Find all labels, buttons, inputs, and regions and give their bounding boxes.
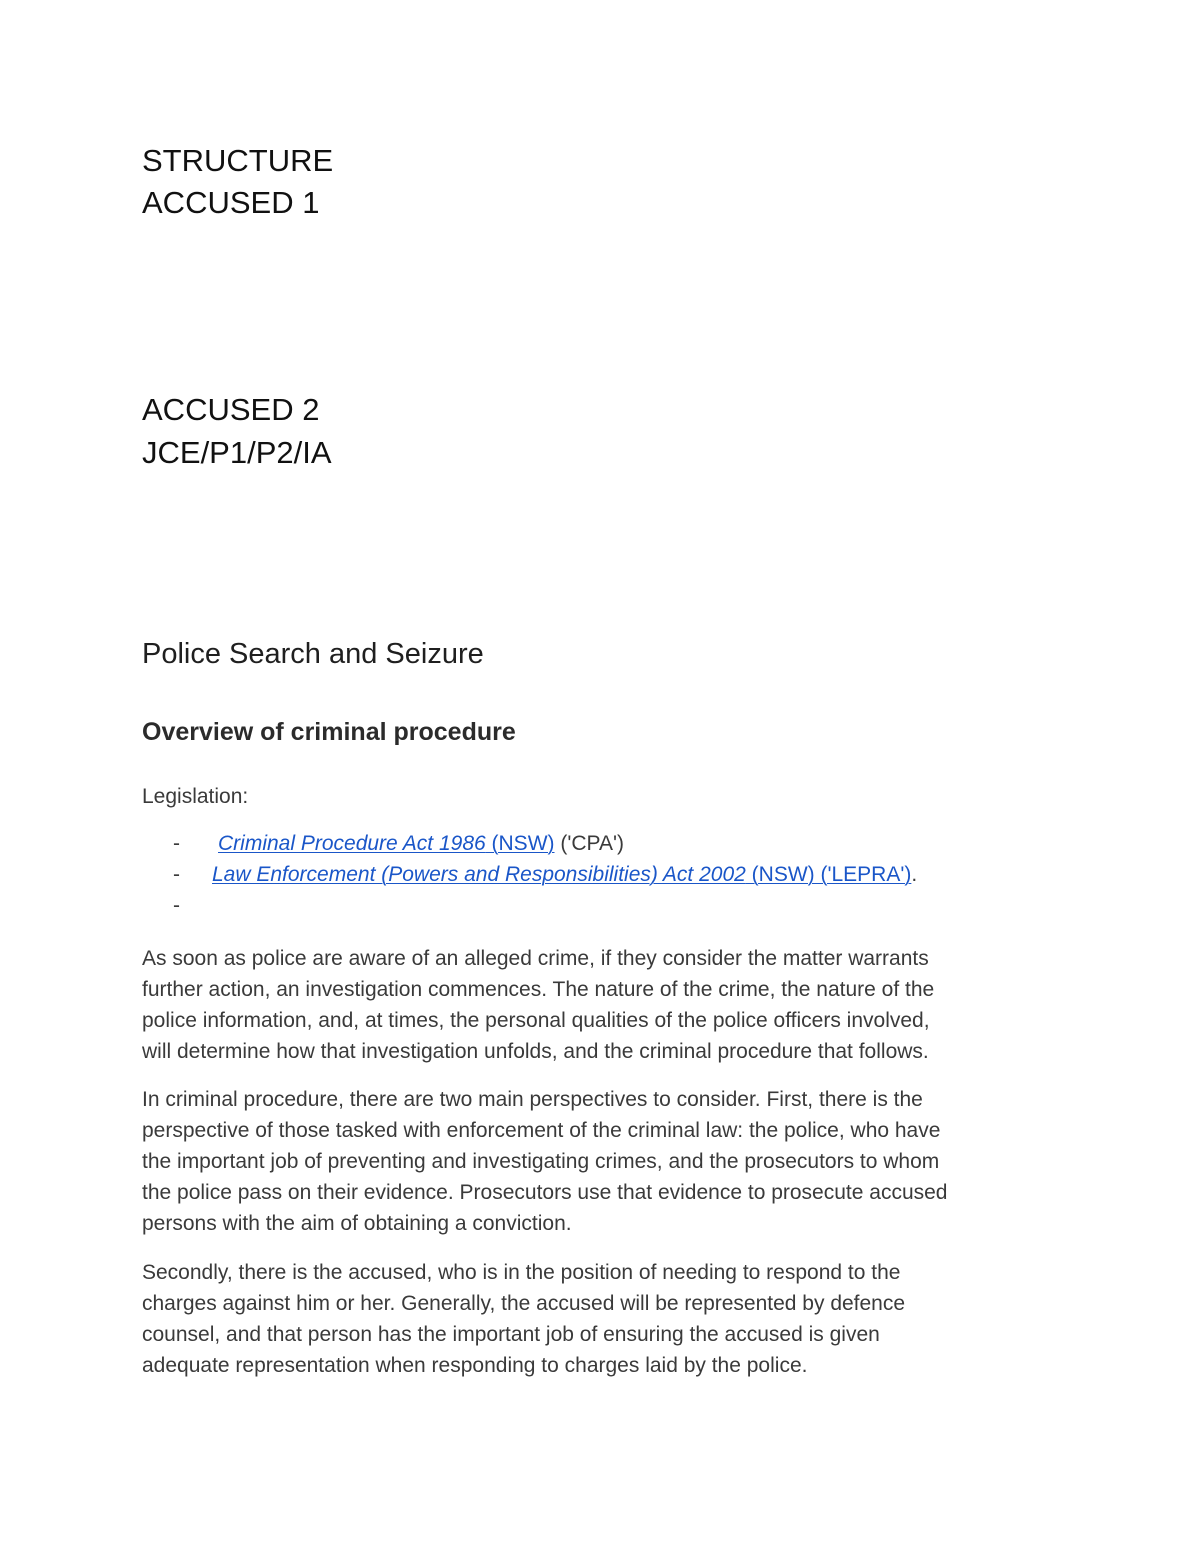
legislation-item-cpa	[173, 831, 1073, 862]
accused-1-heading: ACCUSED 1	[142, 185, 320, 220]
paragraph-line: adequate representation when responding to charges laid by the police.	[142, 1354, 808, 1377]
paragraph-line: counsel, and that person has the important job of ensuring the accused is given	[142, 1323, 880, 1346]
legislation-item-lepra	[173, 862, 1073, 893]
paragraph-line: charges against him or her. Generally, the accused will be represented by defence	[142, 1292, 906, 1315]
paragraph-line: the important job of preventing and investigating crimes, and the prosecutors to whom	[142, 1150, 940, 1173]
subsection-title: Overview of criminal procedure	[142, 718, 516, 746]
lepra-link[interactable]	[212, 863, 911, 886]
paragraph-line: further action, an investigation commences. The nature of the crime, the nature of the	[142, 978, 935, 1001]
jce-heading: JCE/P1/P2/IA	[142, 435, 332, 470]
cpa-abbreviation: ('CPA')	[554, 832, 624, 855]
legislation-label: Legislation:	[142, 785, 249, 808]
legislation-text-cpa	[218, 831, 624, 856]
cpa-link[interactable]	[218, 832, 555, 855]
paragraph-line: the police pass on their evidence. Prosecutors use that evidence to prosecute accused	[142, 1181, 948, 1204]
list-dash: -	[173, 863, 180, 886]
structure-heading: STRUCTURE	[142, 143, 334, 178]
paragraph-2	[142, 1084, 1062, 1239]
legislation-list	[173, 831, 1073, 924]
paragraph-line: persons with the aim of obtaining a conviction.	[142, 1212, 572, 1235]
legislation-item-empty	[173, 893, 1073, 924]
cpa-link-title: Criminal Procedure Act 1986	[218, 832, 486, 855]
paragraph-3	[142, 1257, 1062, 1381]
paragraph-line: police information, and, at times, the personal qualities of the police officers involved,	[142, 1009, 930, 1032]
paragraph-line: In criminal procedure, there are two main perspectives to consider. First, there is the	[142, 1088, 923, 1111]
cpa-link-jurisdiction: (NSW)	[485, 832, 555, 855]
paragraph-line: Secondly, there is the accused, who is in the position of needing to respond to the	[142, 1261, 901, 1284]
lepra-link-jurisdiction: (NSW) ('LEPRA')	[745, 863, 912, 886]
paragraph-line: perspective of those tasked with enforcement of the criminal law: the police, who have	[142, 1119, 941, 1142]
paragraph-line: will determine how that investigation unfolds, and the criminal procedure that follows.	[142, 1040, 929, 1063]
paragraph-line: As soon as police are aware of an alleged crime, if they consider the matter warrants	[142, 947, 929, 970]
paragraph-1	[142, 943, 1062, 1067]
list-dash: -	[173, 832, 180, 855]
legislation-text-lepra	[212, 862, 917, 887]
lepra-period: .	[911, 863, 918, 886]
list-dash: -	[173, 894, 180, 917]
section-title: Police Search and Seizure	[142, 638, 484, 670]
lepra-link-title: Law Enforcement (Powers and Responsibilities) Act 2002	[212, 863, 746, 886]
accused-2-heading: ACCUSED 2	[142, 392, 320, 427]
